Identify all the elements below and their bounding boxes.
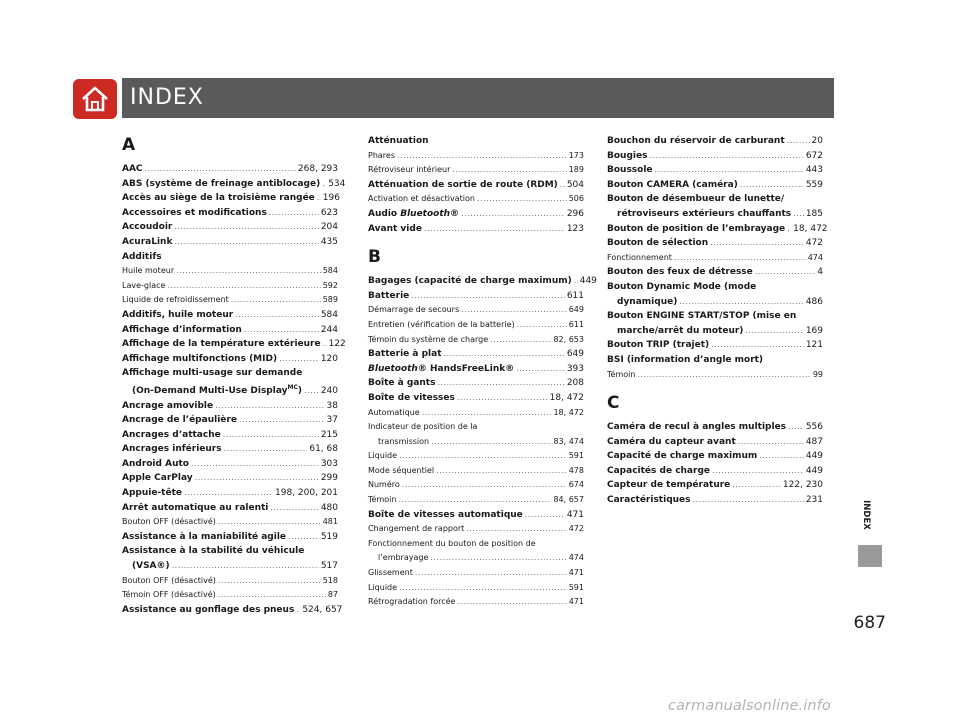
index-entry[interactable]: Affichage de la température extérieure ..... 122 [122,337,338,352]
index-entry[interactable]: Ancrage amovible ..... 38 [122,399,338,414]
index-entry[interactable]: Batterie à plat ..... 649 [368,347,584,362]
index-entry[interactable]: Ancrage de l’épaulière ..... 37 [122,413,338,428]
index-entry[interactable]: Capacité de charge maximum ..... 449 [607,449,823,464]
index-entry[interactable]: AcuraLink ..... 435 [122,235,338,250]
index-heading: Additifs [122,251,162,262]
header-bar [122,78,834,118]
index-subentry[interactable]: Témoin du système de charge ..... 82, 653 [368,333,584,348]
index-entry[interactable]: Accessoires et modifications ..... 623 [122,206,338,221]
index-subentry[interactable]: Activation et désactivation ..... 506 [368,192,584,207]
index-heading: Atténuation [368,136,429,146]
index-heading: Bouton ENGINE START/STOP (mise en [607,311,797,322]
index-entry[interactable]: Bouton de sélection ..... 472 [607,236,823,251]
index-entry[interactable]: Bouton des feux de détresse ..... 4 [607,265,823,280]
index-entry[interactable]: Bouchon du réservoir de carburant ..... 20 [607,134,823,149]
index-entry[interactable]: Batterie ..... 611 [368,289,584,304]
index-subentry[interactable]: Démarrage de secours ..... 649 [368,303,584,318]
index-entry[interactable]: Bagages (capacité de charge maximum) ..... 449 [368,274,584,289]
side-tab-label: INDEX [861,500,871,530]
index-subentry[interactable]: transmission ..... 83, 474 [368,435,584,450]
index-entry[interactable]: Capteur de température ..... 122, 230 [607,478,823,493]
index-entry[interactable]: Boîte de vitesses automatique ..... 471 [368,508,584,523]
index-entry[interactable]: Affichage multifonctions (MID) ..... 120 [122,352,338,367]
index-entry[interactable]: Additifs, huile moteur ..... 584 [122,308,338,323]
index-subentry[interactable]: Liquide de refroidissement ..... 589 [122,293,338,308]
index-subentry[interactable]: Rétrogradation forcée ..... 471 [368,595,584,610]
index-entry[interactable]: Assistance à la maniabilité agile ..... 519 [122,530,338,545]
index-entry[interactable]: Appuie-tête ..... 198, 200, 201 [122,486,338,501]
index-subentry[interactable]: Phares ..... 173 [368,149,584,164]
index-subentry[interactable]: Témoin ..... 84, 657 [368,493,584,508]
index-subentry[interactable]: Entretien (vérification de la batterie) ..... 611 [368,318,584,333]
index-subheading: Fonctionnement du bouton de position de [368,538,536,548]
index-heading: Bouton de désembueur de lunette/ [607,194,785,205]
index-entry[interactable]: Caméra du capteur avant ..... 487 [607,435,823,450]
index-heading: Bouton Dynamic Mode (mode [607,281,757,292]
index-subentry[interactable]: Changement de rapport ..... 472 [368,522,584,537]
index-heading: Affichage multi-usage sur demande [122,368,303,379]
index-subentry[interactable]: Bouton OFF (désactivé) ..... 518 [122,574,338,589]
index-entry[interactable]: Apple CarPlay ..... 299 [122,471,338,486]
index-subentry[interactable]: Fonctionnement ..... 474 [607,251,823,266]
index-subentry[interactable]: Lave-glace ..... 592 [122,279,338,294]
index-entry[interactable]: ABS (système de freinage antiblocage) ..... 534 [122,177,338,192]
index-subentry[interactable]: Numéro ..... 674 [368,478,584,493]
index-entry[interactable]: Boîte à gants ..... 208 [368,376,584,391]
index-entry[interactable]: Atténuation de sortie de route (RDM) ..... 504 [368,178,584,193]
index-entry[interactable]: Avant vide ..... 123 [368,222,584,237]
index-subentry[interactable]: Témoin ..... 99 [607,368,823,383]
index-subentry[interactable]: Témoin OFF (désactivé) ..... 87 [122,588,338,603]
page-number: 687 [853,613,886,633]
index-entry[interactable]: Bouton TRIP (trajet) ..... 121 [607,338,823,353]
index-entry[interactable]: marche/arrêt du moteur) ..... 169 [607,324,823,339]
index-entry[interactable]: Audio Bluetooth® ..... 296 [368,207,584,222]
section-letter: A [122,135,136,155]
index-subentry[interactable]: Liquide ..... 591 [368,449,584,464]
index-entry[interactable]: dynamique) ..... 486 [607,295,823,310]
watermark: carmanualsonline.info [668,698,831,714]
side-tab[interactable] [858,545,882,567]
index-entry[interactable]: Accoudoir ..... 204 [122,220,338,235]
index-subheading: Indicateur de position de la [368,422,478,432]
home-icon [80,85,110,113]
index-heading: BSI (information d’angle mort) [607,354,764,365]
index-subentry[interactable]: Bouton OFF (désactivé) ..... 481 [122,515,338,530]
index-column-2 [368,134,597,610]
index-heading: Assistance à la stabilité du véhicule [122,546,305,557]
index-entry[interactable]: Bluetooth® HandsFreeLink® ..... 393 [368,362,584,377]
index-entry[interactable]: Bougies ..... 672 [607,149,823,164]
index-entry[interactable]: Bouton de position de l’embrayage ..... 18, 472 [607,222,823,237]
index-entry[interactable]: Android Auto ..... 303 [122,457,338,472]
index-subentry[interactable]: Mode séquentiel ..... 478 [368,464,584,479]
index-column-1 [122,134,346,617]
index-entry[interactable]: Ancrages inférieurs ..... 61, 68 [122,442,338,457]
index-entry[interactable]: Caractéristiques ..... 231 [607,493,823,508]
index-entry[interactable]: Affichage d’information ..... 244 [122,323,338,338]
index-entry[interactable]: Ancrages d’attache ..... 215 [122,428,338,443]
index-entry[interactable]: (VSA®) ..... 517 [122,559,338,574]
index-subentry[interactable]: Huile moteur ..... 584 [122,264,338,279]
index-entry[interactable]: Caméra de recul à angles multiples ..... 556 [607,420,823,435]
index-subentry[interactable]: Glissement ..... 471 [368,566,584,581]
index-entry[interactable]: Bouton CAMERA (caméra) ..... 559 [607,178,823,193]
index-entry[interactable]: Arrêt automatique au ralenti ..... 480 [122,501,338,516]
index-entry[interactable]: rétroviseurs extérieurs chauffants ..... 185 [607,207,823,222]
index-entry[interactable]: Accès au siège de la troisième rangée ..... 196 [122,191,338,206]
index-entry[interactable]: Assistance au gonflage des pneus ..... 524, 657 [122,603,338,618]
home-button[interactable] [73,79,117,119]
index-subentry[interactable]: l’embrayage ..... 474 [368,551,584,566]
index-entry[interactable]: Capacités de charge ..... 449 [607,464,823,479]
page-title: INDEX [130,85,204,110]
index-entry[interactable]: AAC ..... 268, 293 [122,162,338,177]
index-entry[interactable]: Boîte de vitesses ..... 18, 472 [368,391,584,406]
index-entry[interactable]: Boussole ..... 443 [607,163,823,178]
index-subentry[interactable]: Rétroviseur intérieur ..... 189 [368,163,584,178]
section-letter: B [368,247,381,268]
index-subentry[interactable]: Automatique ..... 18, 472 [368,406,584,421]
section-letter: C [607,393,620,414]
index-subentry[interactable]: Liquide ..... 591 [368,581,584,596]
index-column-3 [607,134,828,508]
index-entry[interactable]: (On-Demand Multi-Use Display$^{MC}$) ..... 240 [122,381,338,399]
